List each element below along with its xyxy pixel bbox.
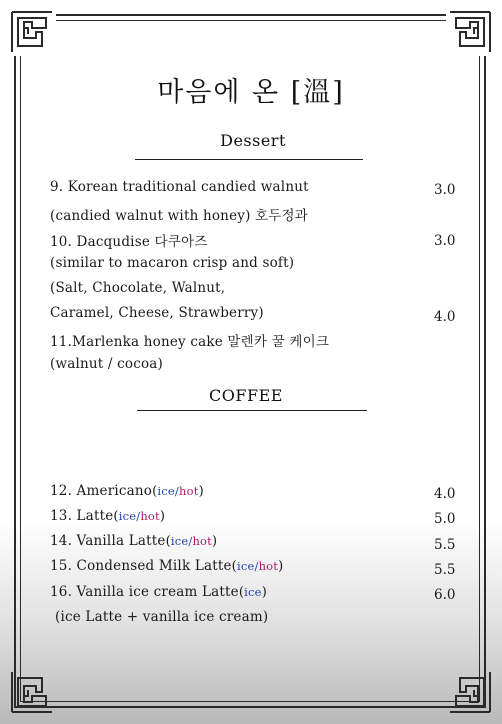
hot-option: hot — [258, 559, 279, 573]
item-name: 14. Vanilla Latte — [50, 533, 166, 549]
page-title: 마음에 온 [溫] — [157, 77, 345, 108]
coffee-item: 16. Vanilla ice cream Latte(ice) — [50, 584, 267, 600]
price-vanilla-ice-cream-latte: 6.0 — [434, 587, 456, 603]
price-dacquoise: 3.0 — [434, 233, 456, 249]
greek-key-corner-icon — [8, 8, 56, 56]
hot-option: hot — [192, 534, 213, 548]
price-condensed-milk-latte: 5.5 — [434, 562, 456, 578]
item-name: 12. Americano — [50, 483, 153, 499]
price-americano: 4.0 — [434, 486, 456, 502]
coffee-item: 13. Latte(ice/hot) — [50, 508, 166, 524]
ice-option: ice — [244, 585, 262, 599]
coffee-item: 15. Condensed Milk Latte(ice/hot) — [50, 558, 284, 574]
dessert-line: Caramel, Cheese, Strawberry) — [50, 305, 264, 321]
dessert-line: 9. Korean traditional candied walnut — [50, 179, 309, 195]
dessert-heading: Dessert — [220, 131, 286, 150]
greek-key-corner-icon — [446, 668, 494, 716]
ice-option: ice — [236, 559, 255, 573]
price-walnut: 3.0 — [434, 182, 456, 198]
coffee-item: 14. Vanilla Latte(ice/hot) — [50, 533, 218, 549]
hot-option: hot — [179, 484, 199, 498]
coffee-note: (ice Latte + vanilla ice cream) — [55, 609, 269, 625]
price-marlenka: 4.0 — [434, 309, 456, 325]
hot-option: hot — [140, 509, 160, 523]
coffee-divider — [137, 410, 367, 411]
ice-option: ice — [118, 509, 137, 523]
dessert-divider — [135, 159, 363, 160]
dessert-line: (walnut / cocoa) — [50, 356, 164, 372]
dessert-line: (candied walnut with honey) 호두정과 — [50, 208, 309, 224]
dessert-line: 11.Marlenka honey cake 말렌카 꿀 케이크 — [50, 334, 330, 350]
price-vanilla-latte: 5.5 — [434, 537, 456, 553]
coffee-heading: COFFEE — [209, 386, 283, 405]
dessert-line: 10. Dacqudise 다쿠아즈 — [50, 234, 208, 250]
ice-option: ice — [157, 484, 175, 498]
greek-key-corner-icon — [8, 668, 56, 716]
price-latte: 5.0 — [434, 511, 456, 527]
item-name: 15. Condensed Milk Latte — [50, 558, 232, 574]
item-name: 13. Latte — [50, 508, 114, 524]
item-name: 16. Vanilla ice cream Latte — [50, 584, 239, 600]
ice-option: ice — [170, 534, 189, 548]
greek-key-corner-icon — [446, 8, 494, 56]
dessert-line: (Salt, Chocolate, Walnut, — [50, 280, 226, 296]
coffee-item: 12. Americano(ice/hot) — [50, 483, 204, 499]
dessert-line: (similar to macaron crisp and soft) — [50, 255, 295, 271]
